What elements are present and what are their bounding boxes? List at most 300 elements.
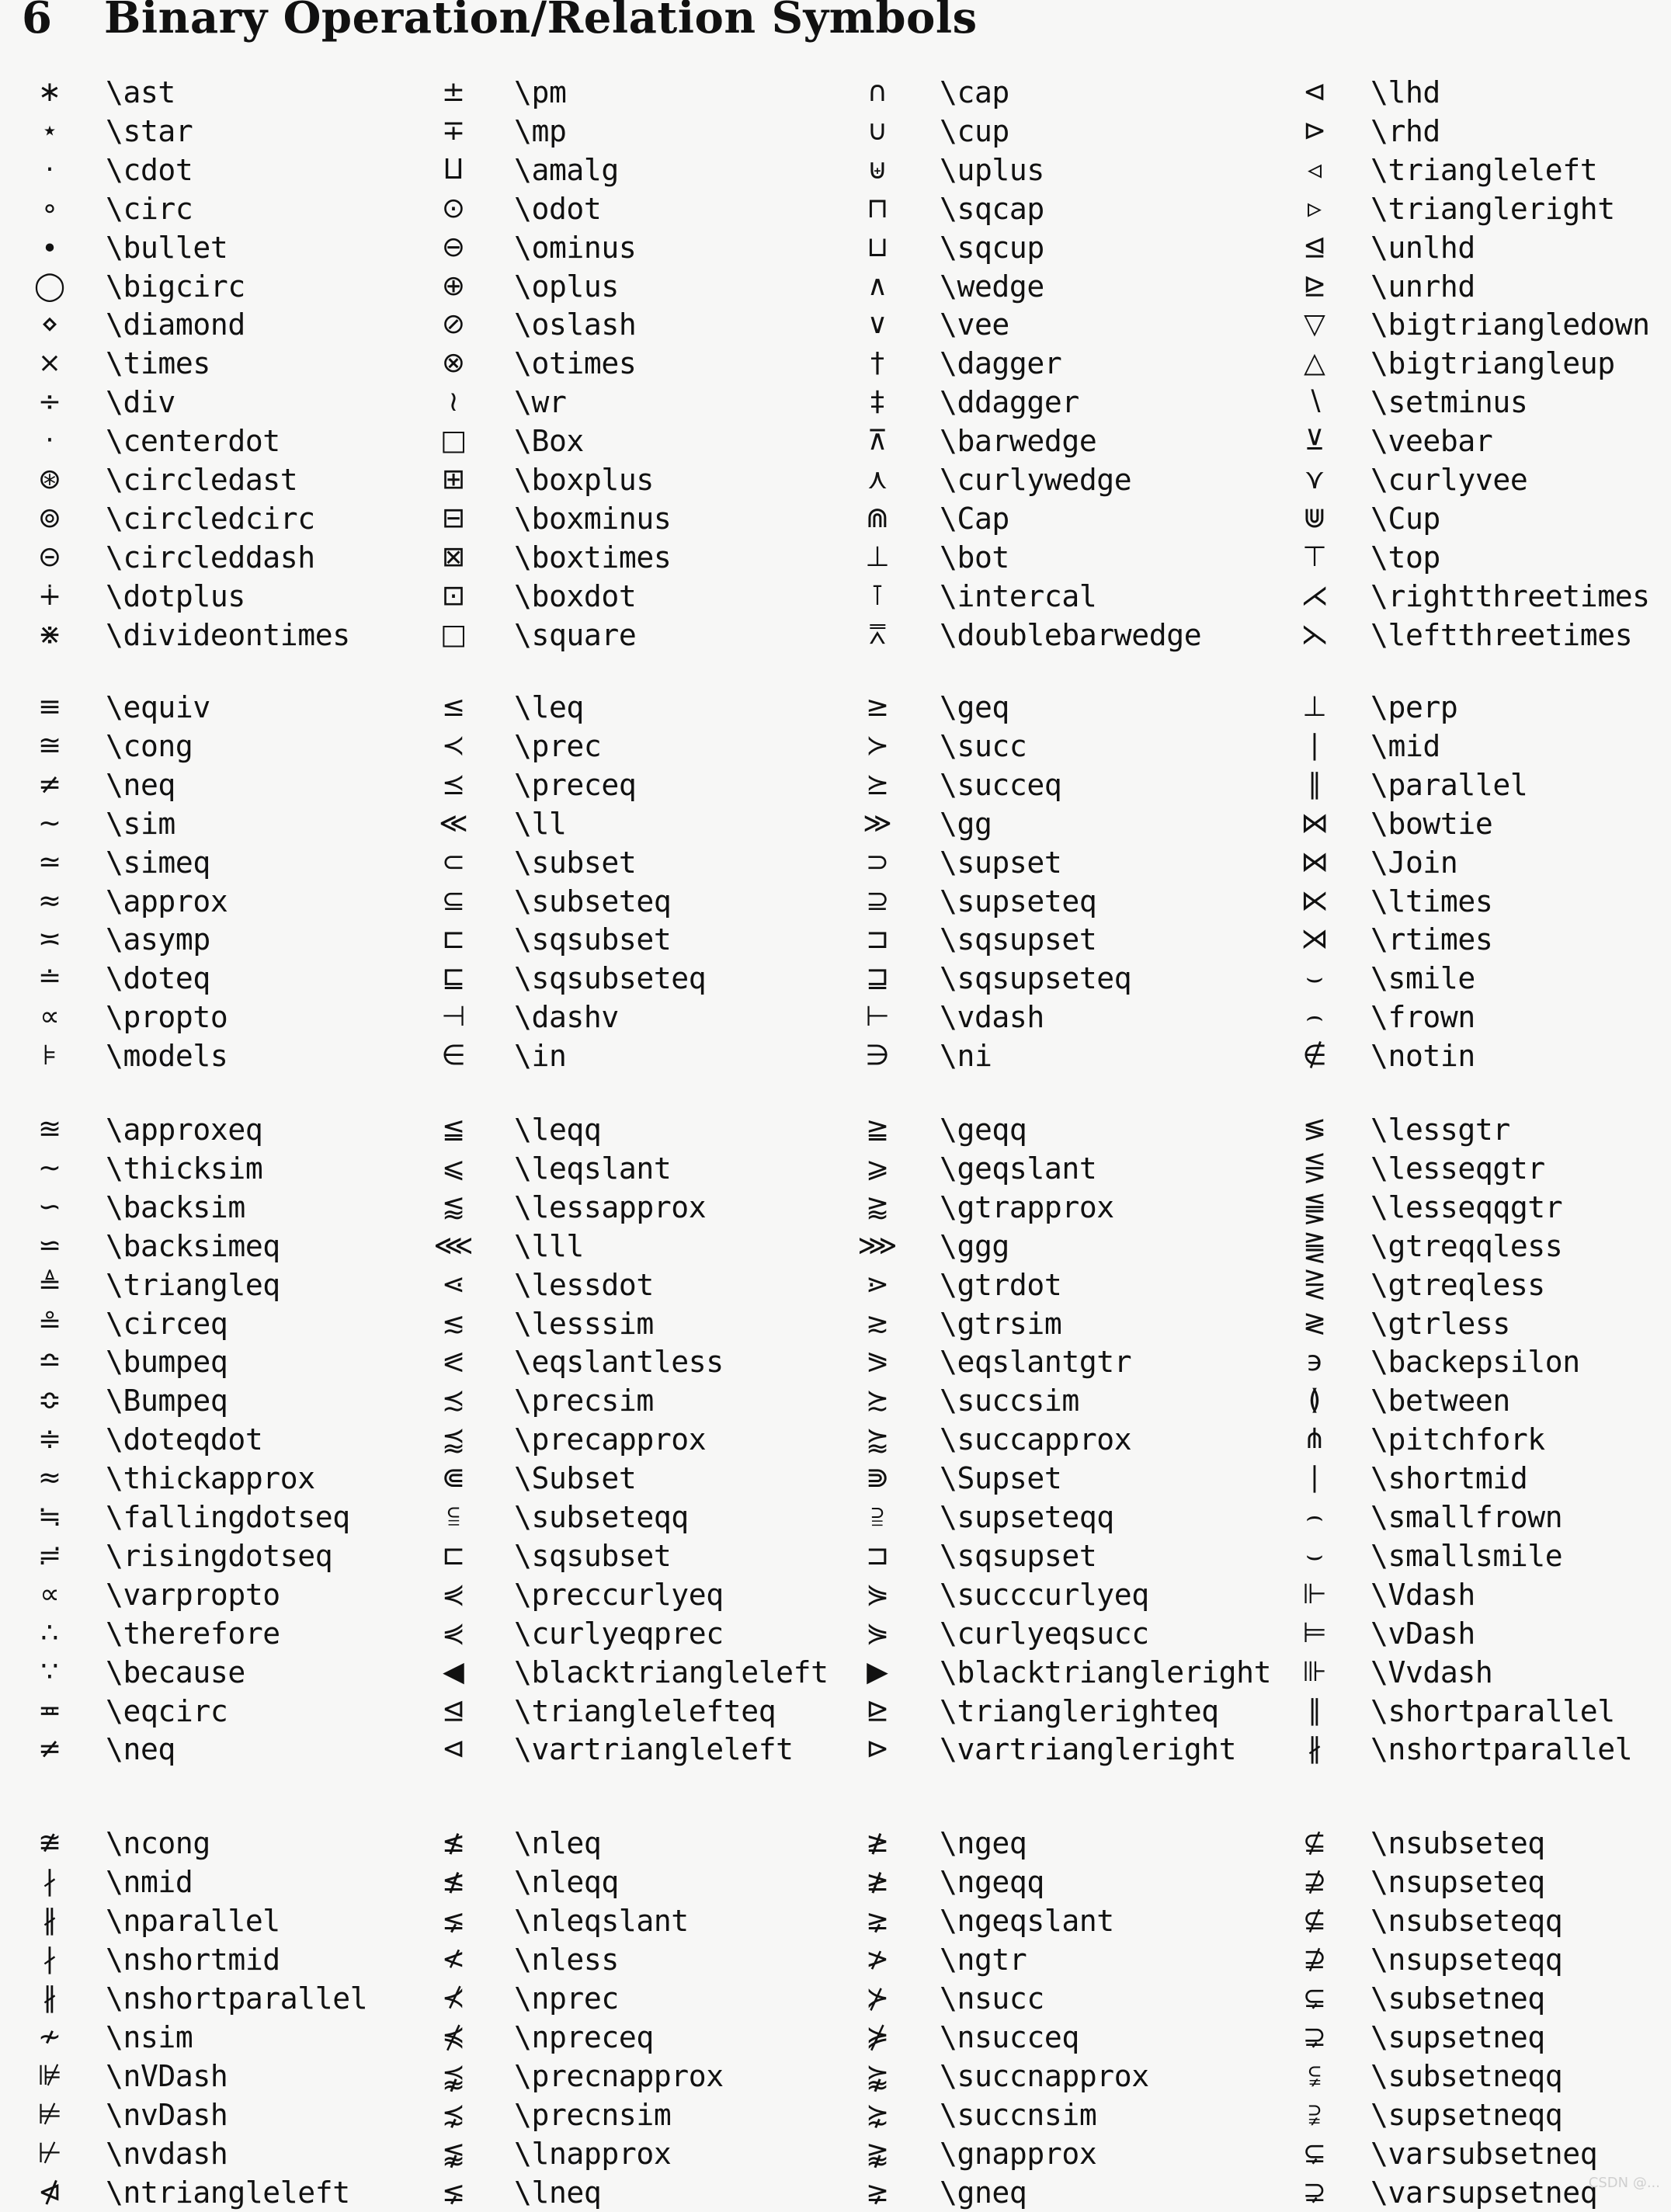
math-symbol: ⌣ <box>1305 1539 1324 1571</box>
math-symbol: ⌢ <box>1305 1001 1324 1033</box>
latex-command: \doteq <box>106 961 210 996</box>
table-row <box>0 616 1671 655</box>
latex-command: \geq <box>940 690 1009 724</box>
math-symbol: ⊑ <box>441 962 466 995</box>
latex-command: \diamond <box>106 307 245 342</box>
latex-command: \vdash <box>940 1000 1044 1035</box>
section-title: Binary Operation/Relation Symbols <box>104 0 978 43</box>
math-symbol: ⫅ <box>447 1501 460 1533</box>
latex-command: \precnapprox <box>514 2059 724 2093</box>
math-symbol: ⊉ <box>1302 1943 1327 1975</box>
latex-command: \nsubseteq <box>1370 1826 1545 1860</box>
table-row <box>0 998 1671 1037</box>
latex-command: \mid <box>1370 728 1440 763</box>
math-symbol: ⋚ <box>1302 1151 1327 1184</box>
math-symbol: ⊧ <box>42 1040 57 1072</box>
latex-command: \intercal <box>940 578 1097 613</box>
math-symbol: ≎ <box>37 1384 62 1417</box>
math-symbol: ⊛ <box>37 464 62 495</box>
latex-command: \eqslantless <box>514 1345 724 1380</box>
math-symbol: ∖ <box>1305 386 1324 418</box>
table-row <box>0 1381 1671 1420</box>
math-symbol: ⊔ <box>866 231 889 263</box>
latex-command: \rhd <box>1370 113 1440 148</box>
math-symbol: ⊀ <box>441 1982 466 2014</box>
math-symbol: ⊤ <box>1302 540 1327 573</box>
math-symbol: ∗ <box>37 76 62 108</box>
latex-command: \neq <box>106 1732 175 1767</box>
latex-command: \ddagger <box>940 385 1079 420</box>
latex-command: \bigtriangledown <box>1370 307 1650 342</box>
latex-command: \ngeq <box>940 1826 1027 1860</box>
math-symbol: ≷ <box>1302 1307 1327 1339</box>
latex-command: \ntriangleleft <box>106 2176 350 2210</box>
math-symbol: ≧ <box>865 1113 890 1145</box>
math-symbol: ⋇ <box>37 618 62 651</box>
math-symbol: ⩾ <box>865 1151 890 1184</box>
table-row <box>0 1266 1671 1304</box>
math-symbol: ⊺ <box>870 579 885 612</box>
math-symbol: ≃ <box>37 846 62 878</box>
math-symbol: ≪ <box>439 807 468 839</box>
math-symbol: ∦ <box>1308 1733 1322 1766</box>
math-symbol: ∣ <box>1308 729 1322 762</box>
math-symbol: ⊞ <box>441 464 466 495</box>
latex-command: \unrhd <box>1370 269 1475 304</box>
math-symbol: ⊴ <box>441 1694 466 1727</box>
latex-command: \subseteqq <box>514 1500 689 1534</box>
latex-command: \eqcirc <box>106 1693 228 1728</box>
latex-command: \blacktriangleleft <box>514 1655 829 1689</box>
math-symbol: ⊉ <box>1302 1866 1327 1898</box>
latex-command: \circledast <box>106 463 298 497</box>
latex-command: \rtimes <box>1370 922 1493 957</box>
math-symbol: ⊊ <box>1302 2137 1327 2169</box>
math-symbol: ⊼ <box>867 425 888 457</box>
section-number: 6 <box>22 0 53 43</box>
table-row <box>0 383 1671 422</box>
table-row <box>0 1575 1671 1614</box>
math-symbol: ⋟ <box>865 1616 890 1649</box>
table-row <box>0 1037 1671 1075</box>
latex-command: \sqsubset <box>514 922 672 957</box>
latex-command: \odot <box>514 191 602 226</box>
latex-command: \nshortmid <box>106 1943 280 1977</box>
latex-command: \bigcirc <box>106 269 245 304</box>
latex-command: \Subset <box>514 1461 637 1496</box>
math-symbol: ▹ <box>1307 192 1322 224</box>
latex-command: \amalg <box>514 152 619 187</box>
math-symbol: ◀ <box>443 1655 464 1688</box>
math-symbol: ≥ <box>865 691 890 723</box>
math-symbol: ⋠ <box>441 2021 466 2053</box>
math-symbol: ≶ <box>1302 1113 1327 1145</box>
latex-command: \subsetneqq <box>1370 2059 1563 2093</box>
math-symbol: ≇ <box>37 1827 62 1859</box>
latex-command: \lhd <box>1370 75 1440 109</box>
math-symbol: ⪇ <box>441 2176 466 2208</box>
math-symbol: ≏ <box>37 1346 62 1378</box>
symbol-table-ams-relations <box>0 1110 1671 1769</box>
math-symbol: ⊲ <box>441 1733 466 1766</box>
math-symbol: ≾ <box>441 1384 466 1417</box>
math-symbol: ≡ <box>37 691 62 723</box>
latex-command: \succ <box>940 728 1027 763</box>
latex-command: \bumpeq <box>106 1345 228 1380</box>
latex-command: \lesseqqgtr <box>1370 1189 1563 1224</box>
math-symbol: ∥ <box>1308 768 1322 800</box>
math-symbol: ≁ <box>37 2021 62 2053</box>
math-symbol: ⋗ <box>865 1268 890 1300</box>
table-row <box>0 344 1671 383</box>
math-symbol: ∪ <box>867 114 888 147</box>
math-symbol: ≖ <box>37 1694 62 1727</box>
latex-command: \veebar <box>1370 424 1493 459</box>
math-symbol: ⊯ <box>37 2060 62 2092</box>
latex-command: \leftthreetimes <box>1370 617 1633 652</box>
latex-command: \lesseqgtr <box>1370 1151 1545 1186</box>
math-symbol: ⪌ <box>1302 1229 1327 1262</box>
math-symbol: ∔ <box>37 579 62 612</box>
latex-command: \wedge <box>940 269 1044 304</box>
latex-command: \uplus <box>940 152 1044 187</box>
latex-command: \nsim <box>106 2020 193 2054</box>
latex-command: \nvDash <box>106 2098 228 2132</box>
math-symbol: ∙ <box>40 231 59 263</box>
latex-command: \ngeqslant <box>940 1904 1114 1938</box>
table-row <box>0 920 1671 959</box>
latex-command: \frown <box>1370 1000 1475 1035</box>
math-symbol: ⋋ <box>1301 618 1329 651</box>
table-row <box>0 112 1671 151</box>
math-symbol: ⪈ <box>865 1905 890 1936</box>
math-symbol: ∈ <box>441 1040 466 1072</box>
math-symbol: ∴ <box>40 1616 59 1649</box>
table-row <box>0 1342 1671 1381</box>
latex-command: \Join <box>1370 845 1458 880</box>
latex-command: \nsucc <box>940 1981 1044 2016</box>
latex-command: \nleqslant <box>514 1904 689 1938</box>
table-row <box>0 267 1671 306</box>
latex-command: \varsubsetneq <box>1370 2137 1598 2171</box>
math-symbol: ⪷ <box>441 1423 466 1456</box>
latex-command: \backsim <box>106 1189 245 1224</box>
latex-command: \otimes <box>514 346 637 381</box>
symbol-table-binary-operations <box>0 73 1671 655</box>
latex-command: \sqcup <box>940 230 1044 265</box>
latex-command: \dotplus <box>106 578 245 613</box>
latex-command: \therefore <box>106 1616 280 1651</box>
math-symbol: ∝ <box>40 1001 60 1033</box>
math-symbol: ⊗ <box>441 347 466 380</box>
math-symbol: ⪸ <box>865 1423 890 1456</box>
table-row <box>0 577 1671 616</box>
latex-command: \geqq <box>940 1113 1027 1147</box>
math-symbol: ⊵ <box>1302 269 1327 302</box>
latex-command: \preccurlyeq <box>514 1577 724 1612</box>
math-symbol: ⪹ <box>441 2060 466 2092</box>
latex-command: \sqsubseteq <box>514 961 707 996</box>
math-symbol: ∉ <box>1302 1040 1327 1072</box>
math-symbol: ⋪ <box>37 2176 62 2208</box>
latex-command: \leq <box>514 690 584 724</box>
latex-command: \nshortparallel <box>106 1981 368 2016</box>
latex-command: \nparallel <box>106 1904 280 1938</box>
math-symbol: ⋘ <box>433 1229 474 1262</box>
math-symbol: ⪰ <box>865 768 890 800</box>
math-symbol: ⊠ <box>441 540 466 573</box>
latex-command: \approxeq <box>106 1113 263 1147</box>
latex-command: \thicksim <box>106 1151 263 1186</box>
latex-command: \Box <box>514 424 584 459</box>
math-symbol: ⋩ <box>865 2099 890 2130</box>
latex-command: \barwedge <box>940 424 1097 459</box>
table-row <box>0 1227 1671 1266</box>
table-row <box>0 766 1671 804</box>
table-row <box>0 804 1671 843</box>
math-symbol: ≍ <box>37 923 62 956</box>
latex-command: \unlhd <box>1370 230 1475 265</box>
latex-command: \sqsupseteq <box>940 961 1132 996</box>
latex-command: \div <box>106 385 175 420</box>
latex-command: \gtrapprox <box>940 1189 1114 1224</box>
latex-command: \vDash <box>1370 1616 1475 1651</box>
math-symbol: ⋅ <box>45 425 54 457</box>
math-symbol: ⊚ <box>37 502 62 534</box>
latex-command: \trianglelefteq <box>514 1693 776 1728</box>
latex-command: \precnsim <box>514 2098 672 2132</box>
latex-command: \boxdot <box>514 578 637 613</box>
math-symbol: ⋑ <box>865 1462 890 1495</box>
math-symbol: ⊥ <box>865 540 890 573</box>
math-symbol: ⊣ <box>441 1001 466 1033</box>
table-row <box>0 882 1671 921</box>
math-symbol: ⪊ <box>865 2137 890 2169</box>
latex-command: \gtrless <box>1370 1306 1510 1341</box>
table-row <box>0 1653 1671 1692</box>
math-symbol: □ <box>439 425 467 457</box>
latex-command: \between <box>1370 1384 1510 1419</box>
latex-command: \Vvdash <box>1370 1655 1493 1689</box>
math-symbol: ∥ <box>1308 1694 1322 1727</box>
latex-command: \succeq <box>940 767 1062 802</box>
math-symbol: ⪇ <box>441 1905 466 1936</box>
math-symbol: ⋙ <box>857 1229 898 1262</box>
latex-command: \blacktriangleright <box>940 1655 1272 1689</box>
latex-command: \sim <box>106 806 175 841</box>
latex-command: \cup <box>940 113 1009 148</box>
table-row <box>0 1979 1671 2018</box>
table-row <box>0 2057 1671 2096</box>
latex-command: \dagger <box>940 346 1062 381</box>
table-row <box>0 1692 1671 1731</box>
latex-command: \times <box>106 346 210 381</box>
latex-command: \risingdotseq <box>106 1538 333 1573</box>
latex-command: \circ <box>106 191 193 226</box>
latex-command: \curlywedge <box>940 463 1132 497</box>
math-symbol: ⋨ <box>441 2099 466 2130</box>
latex-command: \vartriangleleft <box>514 1732 794 1767</box>
latex-command: \supsetneq <box>1370 2020 1545 2054</box>
latex-command: \Cap <box>940 501 1009 536</box>
math-symbol: ⊴ <box>1302 231 1327 263</box>
table-row <box>0 1110 1671 1149</box>
latex-command: \succnsim <box>940 2098 1097 2132</box>
math-symbol: ⫌ <box>1308 2099 1321 2130</box>
latex-command: \oplus <box>514 269 619 304</box>
latex-command: \equiv <box>106 690 210 724</box>
latex-command: \subset <box>514 845 637 880</box>
latex-command: \cdot <box>106 152 193 187</box>
table-row <box>0 228 1671 267</box>
latex-command: \nsucceq <box>940 2020 1079 2054</box>
math-symbol: ◯ <box>33 269 66 302</box>
math-symbol: ≺ <box>441 729 466 762</box>
math-symbol: ± <box>441 76 466 108</box>
table-row <box>0 1149 1671 1188</box>
math-symbol: ▶ <box>867 1655 888 1688</box>
latex-command: \setminus <box>1370 385 1528 420</box>
table-row <box>0 189 1671 228</box>
latex-command: \nsupseteq <box>1370 1865 1545 1899</box>
latex-command: \vee <box>940 307 1009 342</box>
math-symbol: ⊂ <box>441 846 466 878</box>
math-symbol: ⋡ <box>865 2021 890 2053</box>
math-symbol: ≫ <box>863 807 892 839</box>
latex-command: \models <box>106 1039 228 1074</box>
math-symbol: ⋓ <box>1302 502 1327 534</box>
math-symbol: ∩ <box>867 76 888 108</box>
math-symbol: ⋊ <box>1301 923 1329 956</box>
math-symbol: ∵ <box>40 1655 59 1688</box>
math-symbol: ⌣ <box>1305 962 1324 995</box>
math-symbol: ∣ <box>1308 1462 1322 1495</box>
math-symbol: ≐ <box>37 962 62 995</box>
latex-command: \shortmid <box>1370 1461 1528 1496</box>
table-row <box>0 688 1671 727</box>
table-row <box>0 499 1671 538</box>
math-symbol: × <box>37 347 62 380</box>
latex-command: \perp <box>1370 690 1458 724</box>
math-symbol: ⊊ <box>1302 1982 1327 2014</box>
latex-command: \bullet <box>106 230 228 265</box>
math-symbol: ⪅ <box>441 1190 466 1223</box>
math-symbol: ⋞ <box>441 1616 466 1649</box>
math-symbol: ≈ <box>37 1462 62 1495</box>
math-symbol: ⫋ <box>1308 2060 1321 2092</box>
latex-command: \triangleright <box>1370 191 1615 226</box>
latex-command: \ni <box>940 1039 992 1074</box>
latex-command: \dashv <box>514 1000 619 1035</box>
math-symbol: ⊳ <box>865 1733 890 1766</box>
latex-command: \bot <box>940 540 1009 575</box>
latex-command: \precapprox <box>514 1422 707 1457</box>
latex-command: \sqsupset <box>940 922 1097 957</box>
latex-command: \bowtie <box>1370 806 1493 841</box>
math-symbol: ⊝ <box>37 540 62 573</box>
math-symbol: ⊡ <box>441 579 466 612</box>
latex-command: \notin <box>1370 1039 1475 1074</box>
math-symbol: ∦ <box>43 1905 57 1936</box>
math-symbol: ⋒ <box>865 502 890 534</box>
latex-command: \circledcirc <box>106 501 315 536</box>
latex-command: \eqslantgtr <box>940 1345 1132 1380</box>
math-symbol: ⊨ <box>1302 1616 1327 1649</box>
table-row <box>0 1459 1671 1498</box>
math-symbol: ⋟ <box>865 1578 890 1610</box>
latex-command: \Cup <box>1370 501 1440 536</box>
math-symbol: ≈ <box>37 884 62 917</box>
latex-command: \shortparallel <box>1370 1693 1615 1728</box>
math-symbol: □ <box>439 618 467 651</box>
latex-command: \nprec <box>514 1981 619 2016</box>
latex-command: \lneq <box>514 2176 602 2210</box>
latex-command: \Vdash <box>1370 1577 1475 1612</box>
latex-command: \trianglerighteq <box>940 1693 1219 1728</box>
math-symbol: ≰ <box>441 1827 466 1859</box>
latex-command: \Supset <box>940 1461 1062 1496</box>
latex-command: \neq <box>106 767 175 802</box>
math-symbol: ⪕ <box>441 1346 466 1378</box>
latex-command: \lessgtr <box>1370 1113 1510 1147</box>
latex-command: \ll <box>514 806 567 841</box>
latex-command: \preceq <box>514 767 637 802</box>
math-symbol: ÷ <box>37 386 62 418</box>
latex-command: \subsetneq <box>1370 1981 1545 2016</box>
table-row <box>0 843 1671 882</box>
math-symbol: ∤ <box>43 1866 57 1898</box>
math-symbol: ∼ <box>37 1151 62 1184</box>
math-symbol: ∘ <box>40 192 59 224</box>
math-symbol: ⋏ <box>867 464 888 495</box>
latex-command: \square <box>514 617 637 652</box>
latex-command: \Bumpeq <box>106 1384 228 1419</box>
symbol-table-negated-relations <box>0 1824 1671 2212</box>
math-symbol: ⋌ <box>1301 579 1329 612</box>
table-row <box>0 1304 1671 1343</box>
math-symbol: ⊪ <box>1302 1655 1327 1688</box>
latex-command: \prec <box>514 728 602 763</box>
latex-command: \bigtriangleup <box>1370 346 1615 381</box>
math-symbol: ≱ <box>865 1827 890 1859</box>
math-symbol: ∤ <box>43 1943 57 1975</box>
math-symbol: ⪋ <box>1302 1190 1327 1223</box>
math-symbol: ⋄ <box>40 308 59 341</box>
math-symbol: ⊢ <box>865 1001 890 1033</box>
math-symbol: ∓ <box>441 114 466 147</box>
latex-command: \simeq <box>106 845 210 880</box>
math-symbol: ⪆ <box>865 1190 890 1223</box>
math-symbol: ≅ <box>37 729 62 762</box>
latex-command: \triangleq <box>106 1267 280 1302</box>
math-symbol: ≱ <box>865 1866 890 1898</box>
latex-command: \supseteq <box>940 884 1097 918</box>
latex-command: \ncong <box>106 1826 210 1860</box>
latex-command: \smile <box>1370 961 1475 996</box>
math-symbol: ⋍ <box>37 1229 62 1262</box>
math-symbol: ⪈ <box>865 2176 890 2208</box>
latex-command: \doublebarwedge <box>940 617 1202 652</box>
table-row <box>0 1614 1671 1653</box>
math-symbol: △ <box>1304 347 1325 380</box>
math-symbol: ≻ <box>865 729 890 762</box>
latex-command: \lessapprox <box>514 1189 707 1224</box>
latex-command: \varsupsetneq <box>1370 2176 1598 2210</box>
math-symbol: ≠ <box>37 768 62 800</box>
math-symbol: ⌢ <box>1305 1501 1324 1533</box>
math-symbol: ≦ <box>441 1113 466 1145</box>
math-symbol: ∋ <box>865 1040 890 1072</box>
